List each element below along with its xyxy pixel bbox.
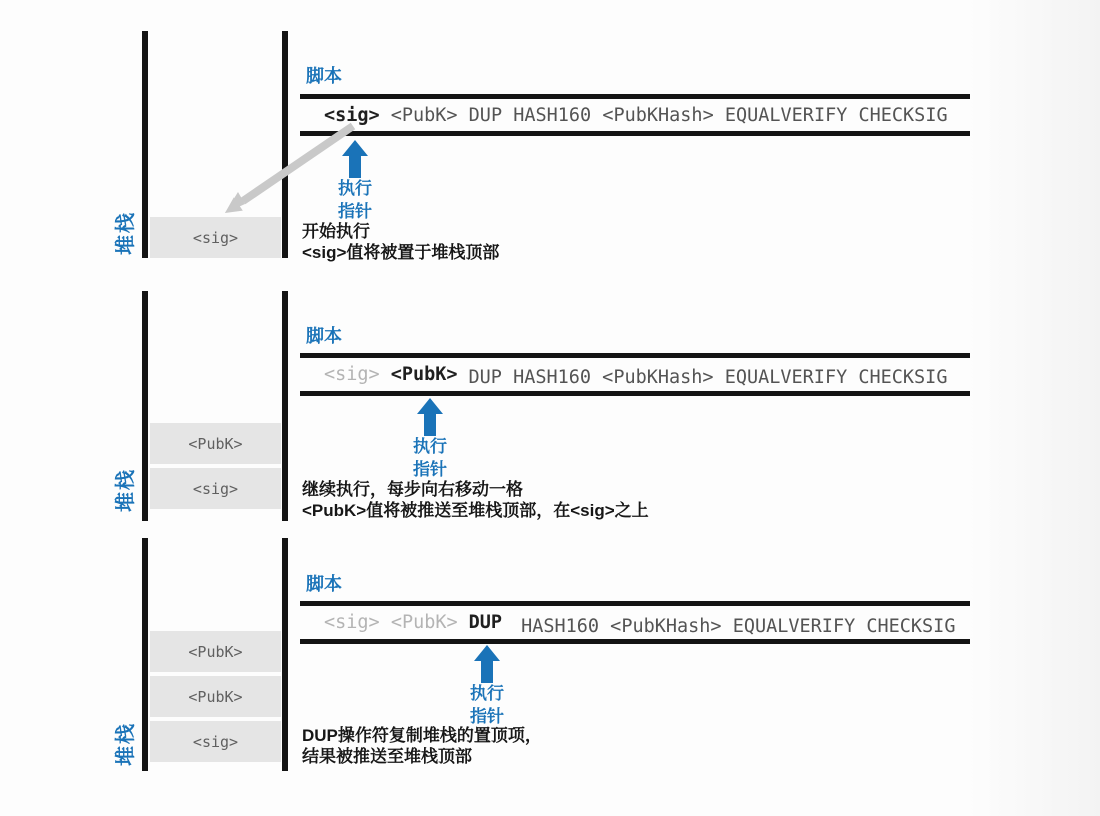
caption-line: 开始执行 [302, 222, 370, 241]
script-line [324, 363, 984, 387]
op-current: <sig> [324, 105, 380, 126]
stack-item [150, 423, 281, 464]
op-current: <PubK> [390, 364, 458, 385]
ops-executed: <sig> <PubK> [324, 612, 458, 633]
script-top-border [300, 94, 970, 99]
caption-line: <sig>值将被置于堆栈顶部 [302, 243, 500, 262]
script-top-border [300, 353, 970, 358]
execution-pointer-label: 执行 指针 [470, 684, 504, 726]
stack-item [150, 217, 281, 258]
caption-line: <PubK>值将被推送至堆栈顶部，在<sig>之上 [302, 501, 649, 520]
step-caption [302, 725, 542, 767]
stack-label: 堆栈 [114, 468, 137, 512]
execution-pointer-label: 执行 指针 [413, 437, 447, 479]
stack-item [150, 468, 281, 509]
stack-label: 堆栈 [114, 211, 137, 255]
stack-item-value: <sig> [192, 228, 239, 247]
stack-item [150, 721, 281, 762]
stack-item-value: <PubK> [188, 687, 243, 706]
stack-item [150, 676, 281, 717]
execution-pointer-label: 执行 指针 [338, 179, 372, 221]
caption-line: 继续执行，每步向右移动一格 [302, 480, 523, 499]
stack-item-value: <PubK> [188, 434, 243, 453]
ops-executed: <sig> [324, 364, 380, 385]
execution-pointer-arrow-icon [342, 140, 368, 178]
stack-item-value: <PubK> [188, 642, 243, 661]
ops-pending: <PubK> DUP HASH160 <PubKHash> EQUALVERIFY CHECKSIG [390, 105, 948, 126]
stack-right-wall [282, 291, 288, 521]
caption-line: DUP操作符复制堆栈的置顶项， [302, 726, 542, 745]
stack-right-wall [282, 538, 288, 771]
script-title: 脚本 [306, 574, 342, 594]
script-top-border [300, 601, 970, 606]
stack-item-value: <sig> [192, 732, 239, 751]
execution-pointer-arrow-icon [417, 398, 443, 436]
script-bottom-border [300, 391, 970, 396]
ops-pending: HASH160 <PubKHash> EQUALVERIFY CHECKSIG [521, 616, 956, 637]
caption-line: 结果被推送至堆栈顶部 [302, 747, 472, 766]
stack-item-value: <sig> [192, 479, 239, 498]
script-title: 脚本 [306, 326, 342, 346]
script-title: 脚本 [306, 66, 342, 86]
execution-pointer-arrow-icon [474, 645, 500, 683]
script-line [324, 104, 984, 128]
stack-item [150, 631, 281, 672]
step-caption [302, 479, 649, 521]
stack-label: 堆栈 [114, 722, 137, 766]
script-line [324, 611, 984, 635]
step-caption [302, 221, 499, 263]
op-current: DUP [468, 612, 503, 633]
ops-pending: DUP HASH160 <PubKHash> EQUALVERIFY CHECKSIG [468, 367, 948, 388]
script-bottom-border [300, 639, 970, 644]
script-bottom-border [300, 131, 970, 136]
